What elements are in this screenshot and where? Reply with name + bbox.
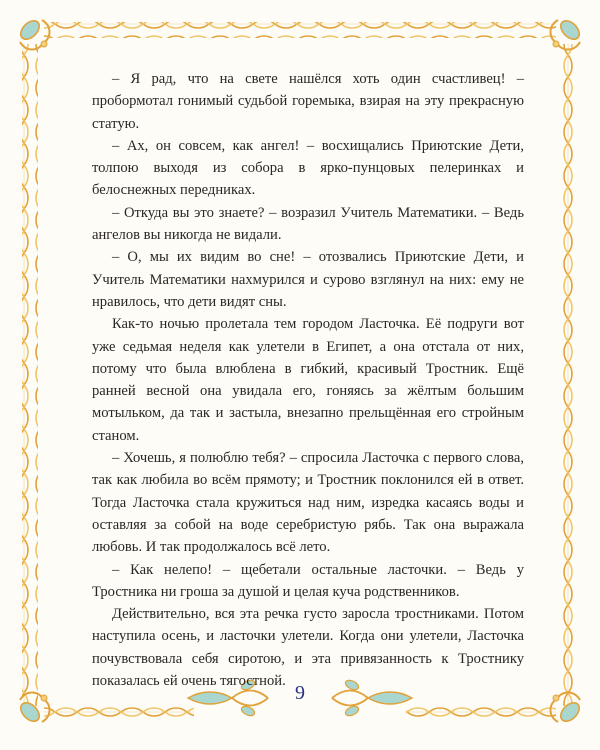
frame-bottom-border-left xyxy=(44,702,194,718)
paragraph-1: – Я рад, что на свете нашёлся хоть один счастливец! – пробормотал гонимый судьбой горемыка, взирая на эту прекрасную статую. xyxy=(92,71,524,132)
paragraph-6: – Хочешь, я полюблю тебя? – спросила Ласточка с первого слова, так как любила во всём прямоту; и Тростник поклонился ей в ответ. Тогда Ласточка стала кружиться над ним, изредка касаясь воды и оставляя за собой на воде серебристую рябь. Так она выражала любовь. И так продолжалось всё лето. xyxy=(92,450,524,556)
paragraph-5: Как-то ночью пролетала тем городом Ласточка. Её подруги вот уже седьмая неделя как улетели в Египет, а она отстала от них, потому что была влюблена в гибкий, красивый Тростник. Ещё ранней весной она увидала его, гоняясь за жёлтым большим мотыльком, да так и застыла, внезапно прельщённая его стройным станом. xyxy=(92,316,524,444)
paragraph-4: – О, мы их видим во сне! – отозвались Приютские Дети, и Учитель Математики нахмурился и сурово взглянул на них: ему не нравилось, что дети видят сны. xyxy=(92,249,524,310)
paragraph-8: Действительно, вся эта речка густо заросла тростниками. Потом наступила осень, и ласточки улетели. Когда они улетели, Ласточка почувствовала себя сиротою, и эта привязанность к Тростнику показалась ей очень тягостной. xyxy=(92,606,524,690)
frame-bottom-border-right xyxy=(406,702,556,718)
page-number: 9 xyxy=(295,682,305,704)
frame-right-border xyxy=(562,44,578,706)
frame-left-border xyxy=(22,44,38,706)
paragraph-3: – Откуда вы это знаете? – возразил Учитель Математики. – Ведь ангелов вы никогда не видали. xyxy=(92,204,524,244)
paragraph-7: – Как нелепо! – щебетали остальные ласточки. – Ведь у Тростника ни гроша за душой и целая куча родственников. xyxy=(92,561,524,600)
body-text xyxy=(92,68,524,692)
paragraph-2: – Ах, он совсем, как ангел! – восхищались Приютские Дети, толпою выходя из собора в ярко-пунцовых пелеринках и белоснежных передниках. xyxy=(92,137,524,199)
frame-top-border xyxy=(44,22,556,38)
